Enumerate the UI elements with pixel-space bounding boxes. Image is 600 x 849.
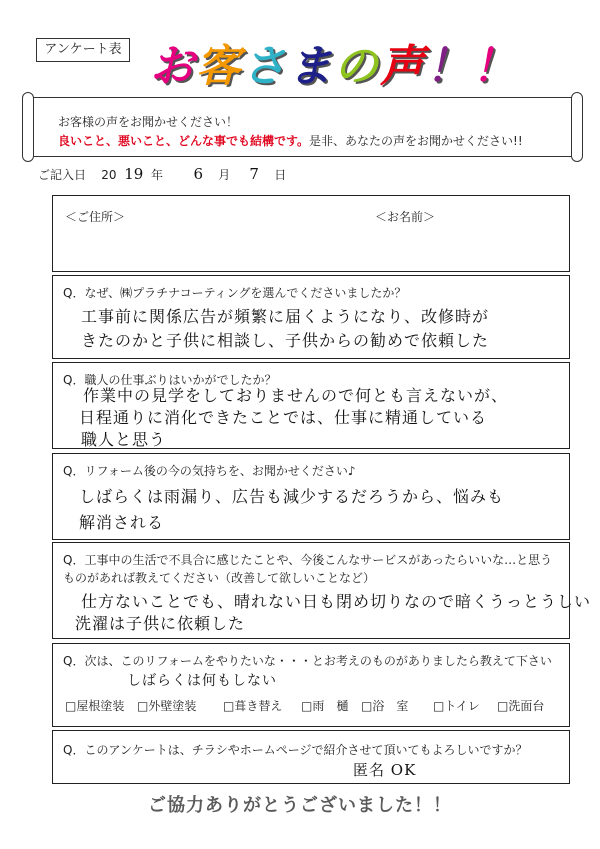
question-box-3[interactable] — [52, 453, 570, 540]
title-char: ！ — [472, 41, 518, 92]
question-box-1[interactable] — [52, 275, 570, 359]
title-char: さ — [242, 41, 288, 92]
option-toilet[interactable]: □トイレ — [433, 699, 480, 713]
question-text: Q．リフォーム後の今の気持ちを、お聞かせください♪ — [63, 464, 356, 478]
answer-line: 作業中の見学をしておりませんので何とも言えないが、 — [83, 386, 509, 405]
title-char: お — [150, 41, 196, 92]
intro-line-2-rest: 是非、あなたの声をお聞かせください!! — [309, 134, 523, 148]
month-label: 月 — [218, 168, 231, 182]
answer-line: 日程通りに消化できたことでは、仕事に精通している — [79, 408, 488, 427]
answer-line: 洗濯は子供に依頼した — [75, 614, 246, 633]
thank-you-message: ご協力ありがとうございました！！ — [148, 795, 452, 816]
title-char: ！ — [426, 41, 472, 92]
address-label: ＜ご住所＞ — [65, 210, 126, 224]
question-box-2[interactable] — [52, 362, 570, 449]
question-text: Q．このアンケートは、チラシやホームページで紹介させて頂いてもよろしいですか？ — [63, 743, 528, 757]
year-label: 年 — [150, 168, 163, 182]
option-washbasin[interactable]: □洗面台 — [497, 699, 545, 713]
option-gutter[interactable]: □雨 樋 — [301, 699, 349, 713]
question-box-5[interactable] — [52, 643, 570, 727]
day-label: 日 — [274, 168, 287, 182]
answer-line: 仕方ないことでも、晴れない日も閉め切りなので暗くうっとうしい — [81, 592, 592, 611]
question-text: Q．次は、このリフォームをやりたいな・・・とお考えのものがありましたら教えて下さい — [63, 654, 552, 668]
option-wall-painting[interactable]: □外壁塗装 — [137, 699, 197, 713]
day-value[interactable]: 7 — [249, 165, 259, 183]
year-value[interactable]: 19 — [124, 165, 144, 183]
question-text: Q．なぜ、㈱プラチナコーティングを選んでくださいましたか？ — [63, 286, 407, 300]
question-box-6[interactable] — [52, 730, 570, 784]
question-text: Q．職人の仕事ぶりはいかがでしたか？ — [63, 373, 277, 387]
entry-date — [38, 165, 286, 183]
scroll-left-end — [22, 92, 34, 162]
title-char: 声 — [380, 41, 426, 92]
title-char: ま — [288, 41, 334, 92]
answer-line: 匿名 OK — [353, 761, 417, 779]
answer-line: しばらくは雨漏り、広告も減少するだろうから、悩みも — [79, 487, 505, 506]
answer-line: 解消される — [79, 513, 165, 532]
option-reroofing[interactable]: □葺き替え — [223, 699, 283, 713]
date-label: ご記入日 — [38, 168, 87, 182]
option-bathroom[interactable]: □浴 室 — [361, 699, 409, 713]
scroll-right-end — [571, 92, 583, 162]
title-char: の — [334, 41, 380, 92]
question-text: Q．工事中の生活で不具合に感じたことや、今後こんなサービスがあったらいいな…と思う — [63, 553, 553, 567]
intro-line-2-emphasis: 良いこと、悪いこと、どんな事でも結構です。 — [58, 134, 310, 148]
answer-line: 職人と思う — [81, 430, 167, 449]
page-title — [150, 30, 518, 94]
month-value[interactable]: 6 — [193, 165, 204, 183]
intro-line-2 — [58, 132, 523, 149]
answer-line: しばらくは何もしない — [127, 673, 277, 689]
question-box-4[interactable] — [52, 542, 592, 639]
answer-line: きたのかと子供に相談し、子供からの勧めで依頼した — [81, 331, 490, 350]
question-text-2: ものがあれば教えてください（改善して欲しいことなど） — [63, 571, 376, 585]
year-prefix: 20 — [101, 168, 117, 182]
name-label: ＜お名前＞ — [375, 210, 436, 224]
survey-tag: アンケート表 — [36, 38, 130, 62]
option-roof-painting[interactable]: □屋根塗装 — [65, 699, 125, 713]
answer-line: 工事前に関係広告が頻繁に届くようになり、改修時が — [81, 307, 490, 326]
title-char: 客 — [196, 41, 242, 92]
intro-line-1: お客様の声をお聞かせください！ — [58, 115, 239, 129]
customer-info-box — [52, 195, 570, 272]
